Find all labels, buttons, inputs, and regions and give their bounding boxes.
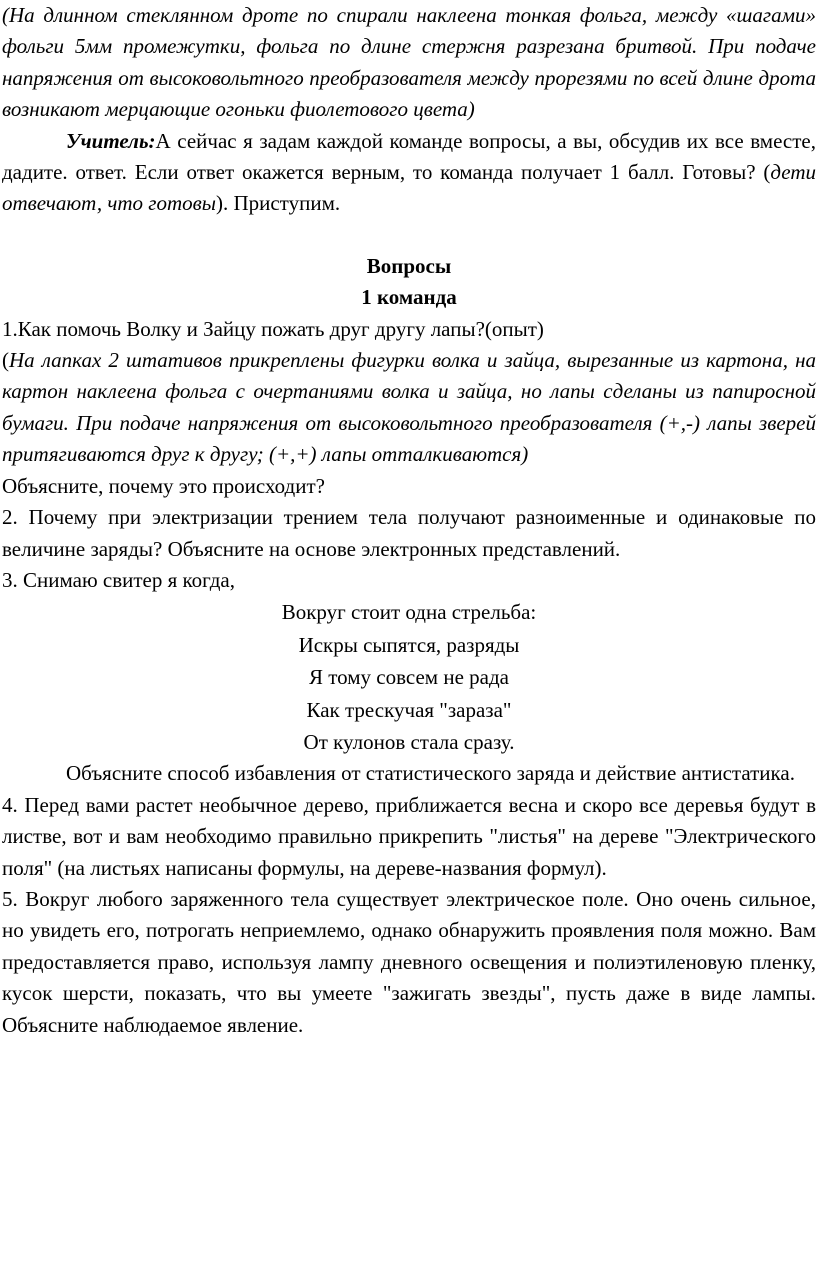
spacer xyxy=(2,220,816,251)
heading-team: 1 команда xyxy=(361,285,457,310)
poem-line: От кулонов стала сразу. xyxy=(303,729,515,754)
poem-line: Как трескучая "зараза" xyxy=(306,697,512,722)
teacher-paragraph xyxy=(2,126,816,220)
intro-stage-direction: (На длинном стеклянном дроте по спирали наклеена тонкая фольга, между «шагами» фольги 5мм промежутки, фольга по длине стержня разрезана бритвой. При подаче напряжения от высоковольтного преобразователя между прорезями по всей длине дрота возникают мерцающие огоньки фиолетового цвета) xyxy=(2,3,816,122)
question-3-intro: 3. Снимаю свитер я когда, xyxy=(2,567,235,592)
q1-experiment-description: На лапках 2 штативов прикреплены фигурки волка и зайца, вырезанные из картона, на картон наклеена фольга с очертаниями волка и зайца, но лапы сделаны из папиросной бумаги. При подаче напряжения от высоковольтного преобразователя (+,-) лапы зверей притягиваются друг к другу; (+,+) лапы отталкиваются) xyxy=(2,348,816,467)
question-4: 4. Перед вами растет необычное дерево, приближается весна и скоро все деревья будут в листве, вот и вам необходимо правильно прикрепить "листья" на дереве "Электрического поля" (на листьях написаны формулы, на дереве-названия формул). xyxy=(2,792,816,880)
poem-line: Искры сыпятся, разряды xyxy=(298,632,520,657)
question-1-stage-direction xyxy=(2,345,816,471)
question-3-poem xyxy=(2,596,816,758)
teacher-stage-direction: дети отвечают, что готовы xyxy=(2,160,816,216)
question-3-task: Объясните способ избавления от статистического заряда и действие антистатика. xyxy=(66,761,795,786)
poem-line: Я тому совсем не рада xyxy=(309,665,509,690)
question-5: 5. Вокруг любого заряженного тела существует электрическое поле. Оно очень сильное, но увидеть его, потрогать неприемлемо, однако обнаружить проявления поля можно. Вам предоставляется право, используя лампу дневного освещения и полиэтиленовую пленку, кусок шерсти, показать, что вы умеете "зажигать звезды", пусть даже в виде лампы. Объясните наблюдаемое явление. xyxy=(2,886,816,1037)
poem-line: Вокруг стоит одна стрельба: xyxy=(281,600,537,625)
open-paren: ( xyxy=(2,348,9,373)
heading-questions: Вопросы xyxy=(366,253,452,278)
teacher-speaker: Учитель: xyxy=(66,128,156,153)
question-1: 1.Как помочь Волку и Зайцу пожать друг другу лапы?(опыт) xyxy=(2,316,544,341)
teacher-text-after: ). Приступим. xyxy=(215,191,341,216)
question-2: 2. Почему при электризации трением тела получают разноименные и одинаковые по величине заряды? Объясните на основе электронных представлений. xyxy=(2,505,816,561)
teacher-text-before: А сейчас я задам каждой команде вопросы, а вы, обсудив их все вместе, дадите. ответ. Если ответ окажется верным, то команда получает 1 балл. Готовы? ( xyxy=(2,128,816,185)
question-1-followup: Объясните, почему это происходит? xyxy=(2,473,325,498)
